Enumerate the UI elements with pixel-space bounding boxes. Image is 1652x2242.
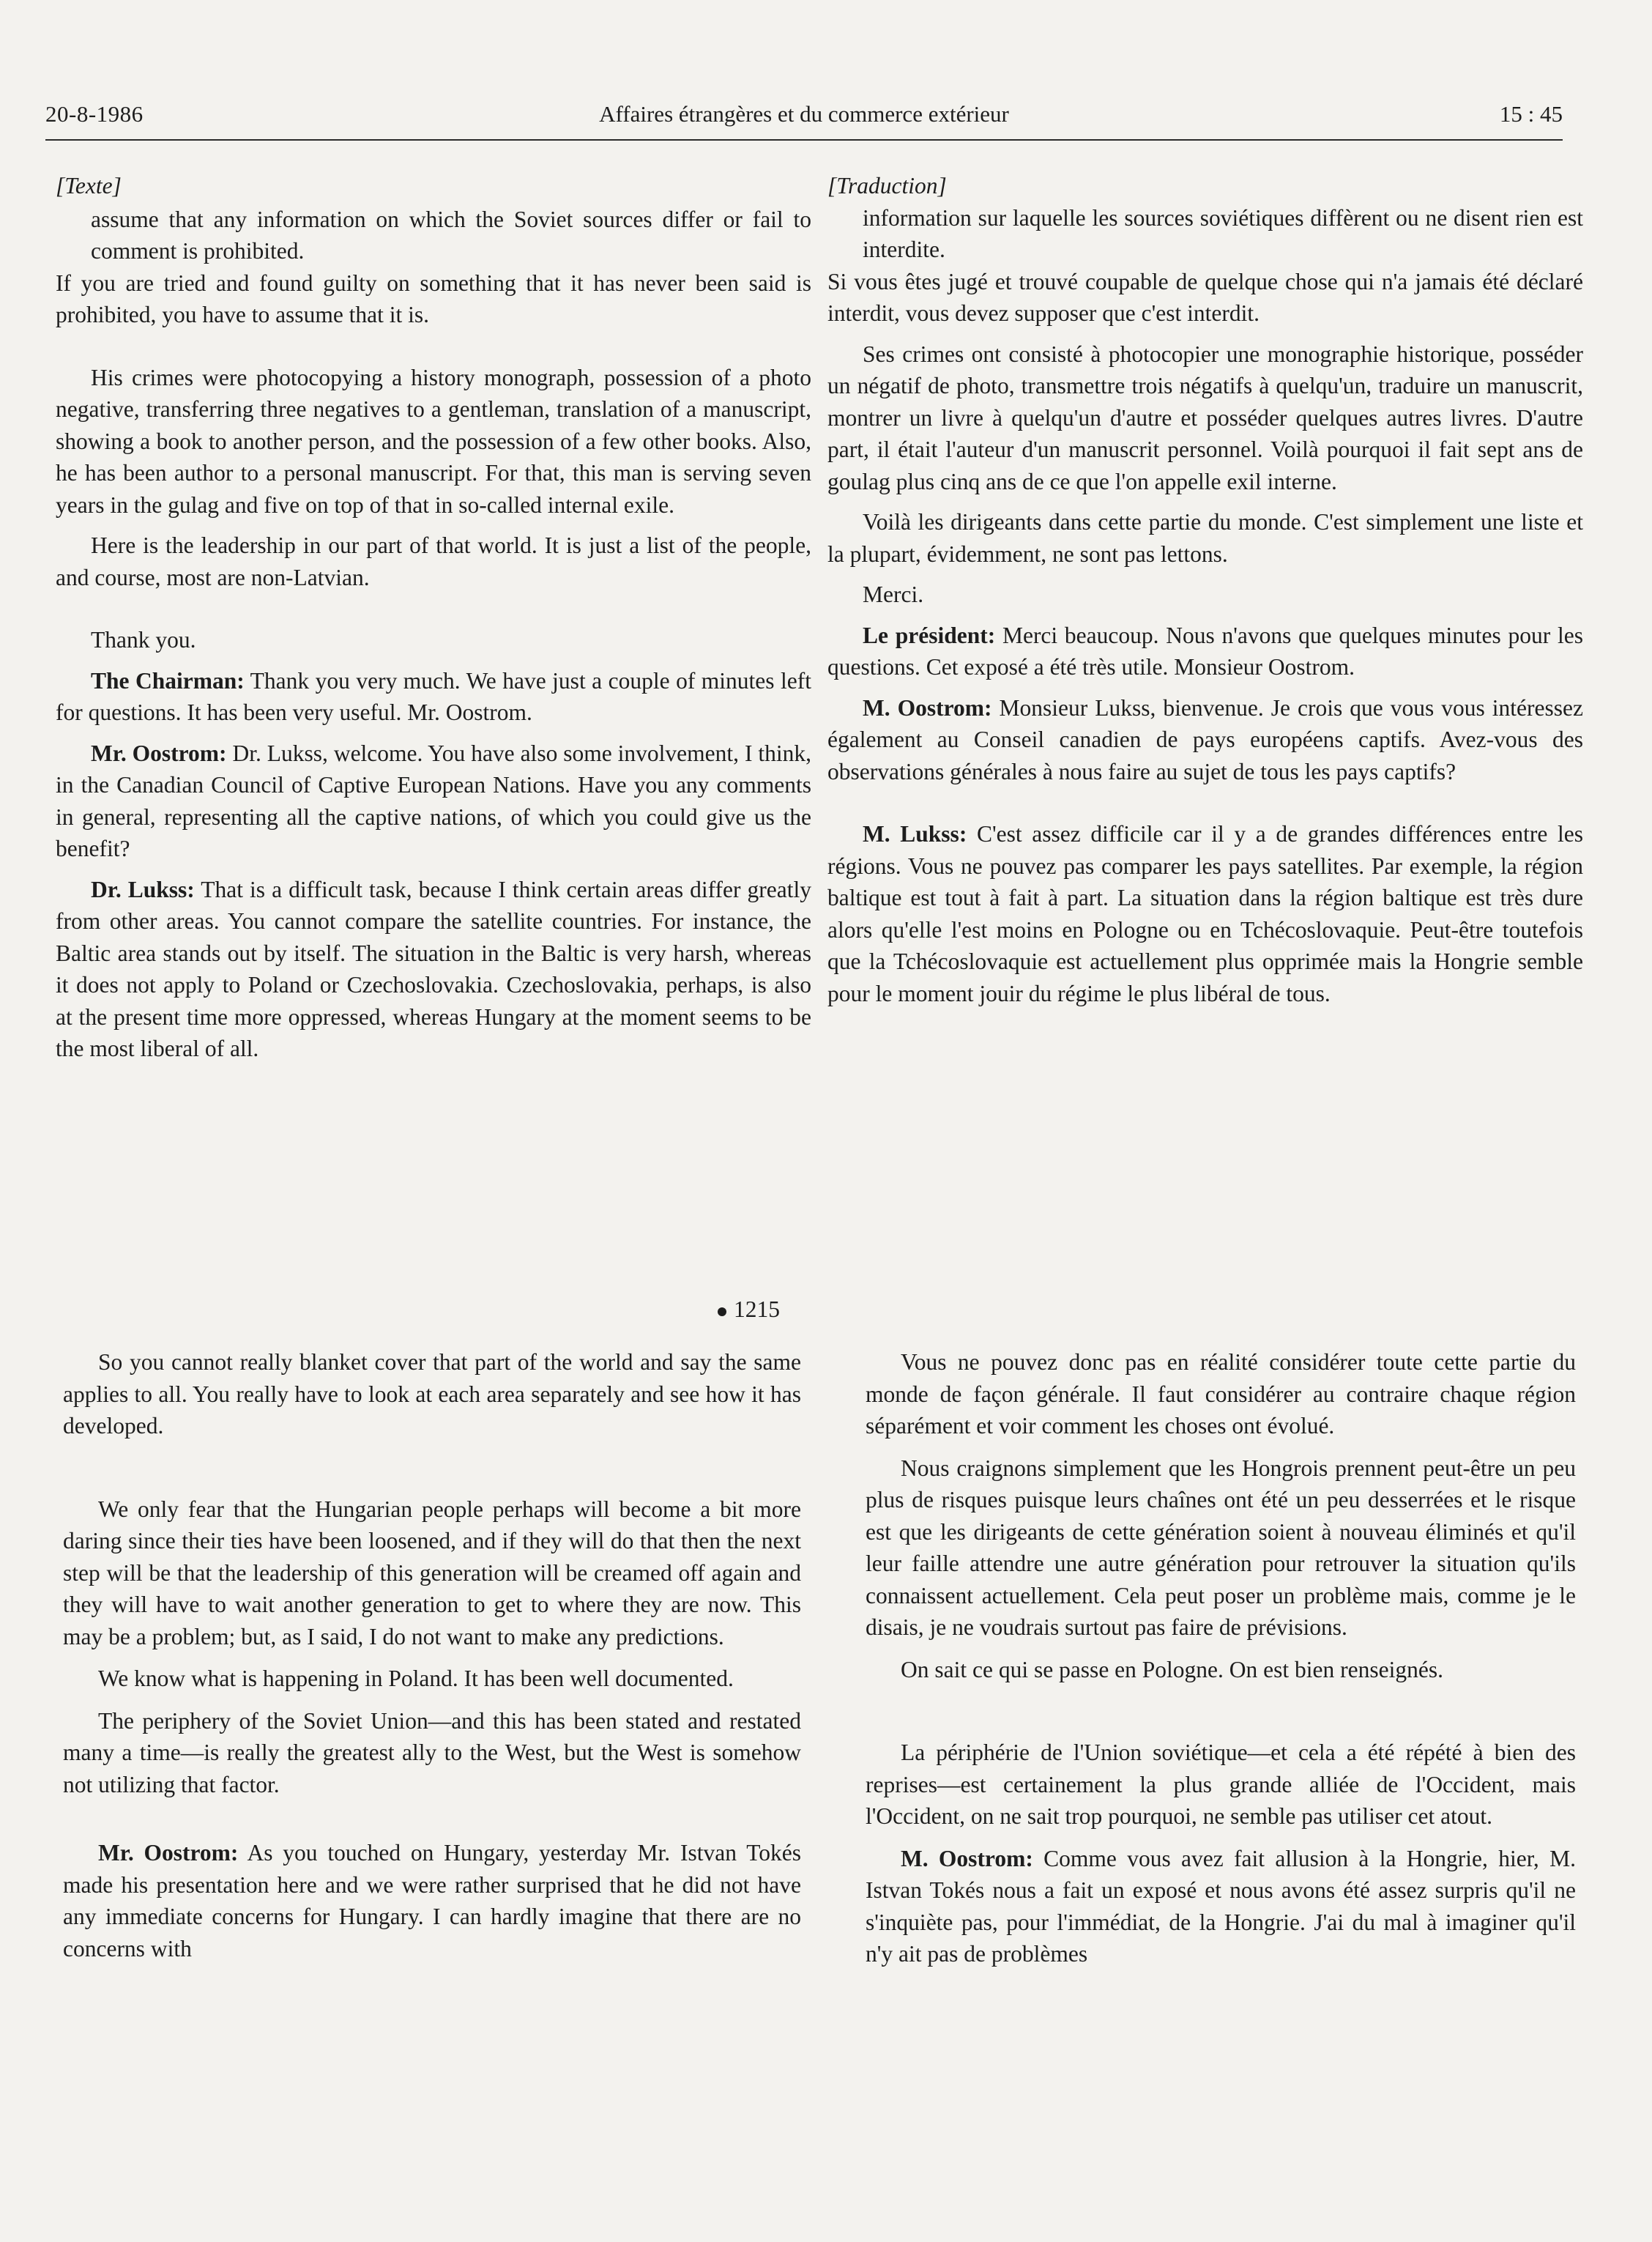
speaker-name: M. Lukss:: [863, 821, 967, 847]
paragraph: Le président: Merci beaucoup. Nous n'avons que quelques minutes pour les questions. Cet exposé a été très utile. Monsieur Oostrom.: [827, 622, 1583, 680]
paragraph: Voilà les dirigeants dans cette partie du monde. C'est simplement une liste et la plupart, évidemment, ne sont pas lettons.: [827, 509, 1583, 567]
left-column-bottom: [63, 1346, 801, 1964]
paragraph: Mr. Oostrom: As you touched on Hungary, yesterday Mr. Istvan Tokés made his presentation here and we were rather surprised that he did not have any immediate concerns for Hungary. I can hardly imagine that there are no concerns with: [63, 1840, 801, 1961]
text-label: [Texte]: [56, 173, 122, 198]
speaker-name: M. Oostrom:: [901, 1845, 1033, 1871]
paragraph: Dr. Lukss: That is a difficult task, because I think certain areas differ greatly from other areas. You cannot compare the satellite countries. For instance, the Baltic area stands out by itself. The situation in the Baltic is very harsh, whereas it does not apply to Poland or Czechoslovakia. Czechoslovakia, perhaps, is also at the present time more oppressed, whereas Hungary at the moment seems to be the most liberal of all.: [56, 876, 811, 1061]
paragraph: Ses crimes ont consisté à photocopier une monographie historique, posséder un négatif de photo, transmettre trois négatifs à quelqu'un, traduire un manuscrit, montrer un livre à quelqu'un d'autre et posséder quelques autres livres. D'autre part, il était l'auteur d'un manuscrit personnel. Voilà pourquoi il fait sept ans de goulag plus cinq ans de ce que l'on appelle exil interne.: [827, 341, 1583, 494]
paragraph: So you cannot really blanket cover that part of the world and say the same applies to all. You really have to look at each area separately and see how it has developed.: [63, 1349, 801, 1439]
paragraph: The periphery of the Soviet Union—and this has been stated and restated many a time—is really the greatest ally to the West, but the West is somehow not utilizing that factor.: [63, 1707, 801, 1797]
translation-label: [Traduction]: [827, 173, 947, 198]
paragraph: La périphérie de l'Union soviétique—et cela a été répété à bien des reprises—est certainement la plus grande alliée de l'Occident, mais l'Occident, on ne sait trop pourquoi, ne semble pas utiliser cet atout.: [866, 1740, 1576, 1829]
header-date: 20-8-1986: [45, 101, 144, 127]
time-marker: 1215: [718, 1296, 780, 1323]
paragraph: assume that any information on which the Soviet sources differ or fail to comment is prohibited.: [91, 206, 811, 264]
right-column-top: [827, 170, 1583, 1009]
paragraph: Here is the leadership in our part of that world. It is just a list of the people, and course, most are non-Latvian.: [56, 532, 811, 590]
paragraph: Si vous êtes jugé et trouvé coupable de quelque chose qui n'a jamais été déclaré interdit, vous devez supposer que c'est interdit.: [827, 268, 1583, 326]
speaker-name: Dr. Lukss:: [91, 876, 195, 902]
paragraph: Merci.: [863, 582, 924, 607]
paragraph: M. Lukss: C'est assez difficile car il y a de grandes différences entre les régions. Vous ne pouvez pas comparer les pays satellites. Par exemple, la région baltique est tout à fait à part. La situation dans la région baltique est très dure alors qu'elle l'est moins en Pologne ou en Tchécoslovaquie. Peut-être toutefois que la Tchécoslovaquie est actuellement plus opprimée mais la Hongrie semble pour le moment jouir du régime le plus libéral de tous.: [827, 821, 1583, 1006]
page-header: [45, 95, 1563, 141]
paragraph: M. Oostrom: Comme vous avez fait allusion à la Hongrie, hier, M. Istvan Tokés nous a fait un exposé et nous avons été assez surpris qu'il ne s'inquiète pas, pour l'immédiat, de la Hongrie. J'ai du mal à imaginer qu'il n'y ait pas de problèmes: [866, 1845, 1576, 1967]
paragraph: information sur laquelle les sources soviétiques diffèrent ou ne disent rien est interdite.: [863, 204, 1583, 262]
header-title: Affaires étrangères et du commerce extérieur: [599, 101, 1009, 127]
paragraph: Thank you.: [91, 627, 196, 653]
right-column-bottom: [866, 1346, 1576, 1970]
speaker-name: Le président:: [863, 622, 996, 648]
header-page-number: 15 : 45: [1499, 101, 1563, 127]
bullet-icon: [718, 1307, 726, 1316]
paragraph: Vous ne pouvez donc pas en réalité considérer toute cette partie du monde de façon générale. Il faut considérer au contraire chaque région séparément et voir comment les choses ont évolué.: [866, 1349, 1576, 1439]
paragraph: M. Oostrom: Monsieur Lukss, bienvenue. Je crois que vous vous intéressez également au Conseil canadien de pays européens captifs. Avez-vous des observations générales à nous faire au sujet de tous les pays captifs?: [827, 694, 1583, 784]
paragraph: The Chairman: Thank you very much. We have just a couple of minutes left for questions. It has been very useful. Mr. Oostrom.: [56, 667, 812, 725]
speaker-name: M. Oostrom:: [863, 694, 992, 721]
paragraph: If you are tried and found guilty on something that it has never been said is prohibited, you have to assume that it is.: [56, 270, 811, 327]
paragraph: Nous craignons simplement que les Hongrois prennent peut-être un peu plus de risques puisque leurs chaînes ont été un peu desserrées et le risque est que les dirigeants de cette génération soient à nouveau éliminés et qu'il leur faille attendre une autre génération pour retrouver la situation qu'ils connaissent actuellement. Cela peut poser un problème mais, comme je le disais, je ne voudrais surtout pas faire de prévisions.: [866, 1455, 1576, 1640]
paragraph: We only fear that the Hungarian people perhaps will become a bit more daring since their ties have been loosened, and if they will do that then the next step will be that the leadership of this generation will be creamed off again and they will have to wait another generation to get to where they are now. This may be a problem; but, as I said, I do not want to make any predictions.: [63, 1496, 801, 1649]
speaker-name: Mr. Oostrom:: [91, 740, 227, 766]
paragraph: On sait ce qui se passe en Pologne. On est bien renseignés.: [901, 1656, 1443, 1682]
speaker-name: The Chairman:: [91, 667, 245, 694]
paragraph: Mr. Oostrom: Dr. Lukss, welcome. You have also some involvement, I think, in the Canadian Council of Captive European Nations. Have you any comments in general, representing all the captive nations, of which you could give us the benefit?: [56, 740, 811, 861]
paragraph: We know what is happening in Poland. It has been well documented.: [98, 1666, 734, 1691]
paragraph: His crimes were photocopying a history monograph, possession of a photo negative, transferring three negatives to a gentleman, translation of a manuscript, showing a book to another person, and the possession of a few other books. Also, he has been author to a personal manuscript. For that, this man is serving seven years in the gulag and five on top of that in so-called internal exile.: [56, 364, 811, 518]
speaker-name: Mr. Oostrom:: [98, 1840, 239, 1866]
left-column-top: [56, 170, 811, 1065]
